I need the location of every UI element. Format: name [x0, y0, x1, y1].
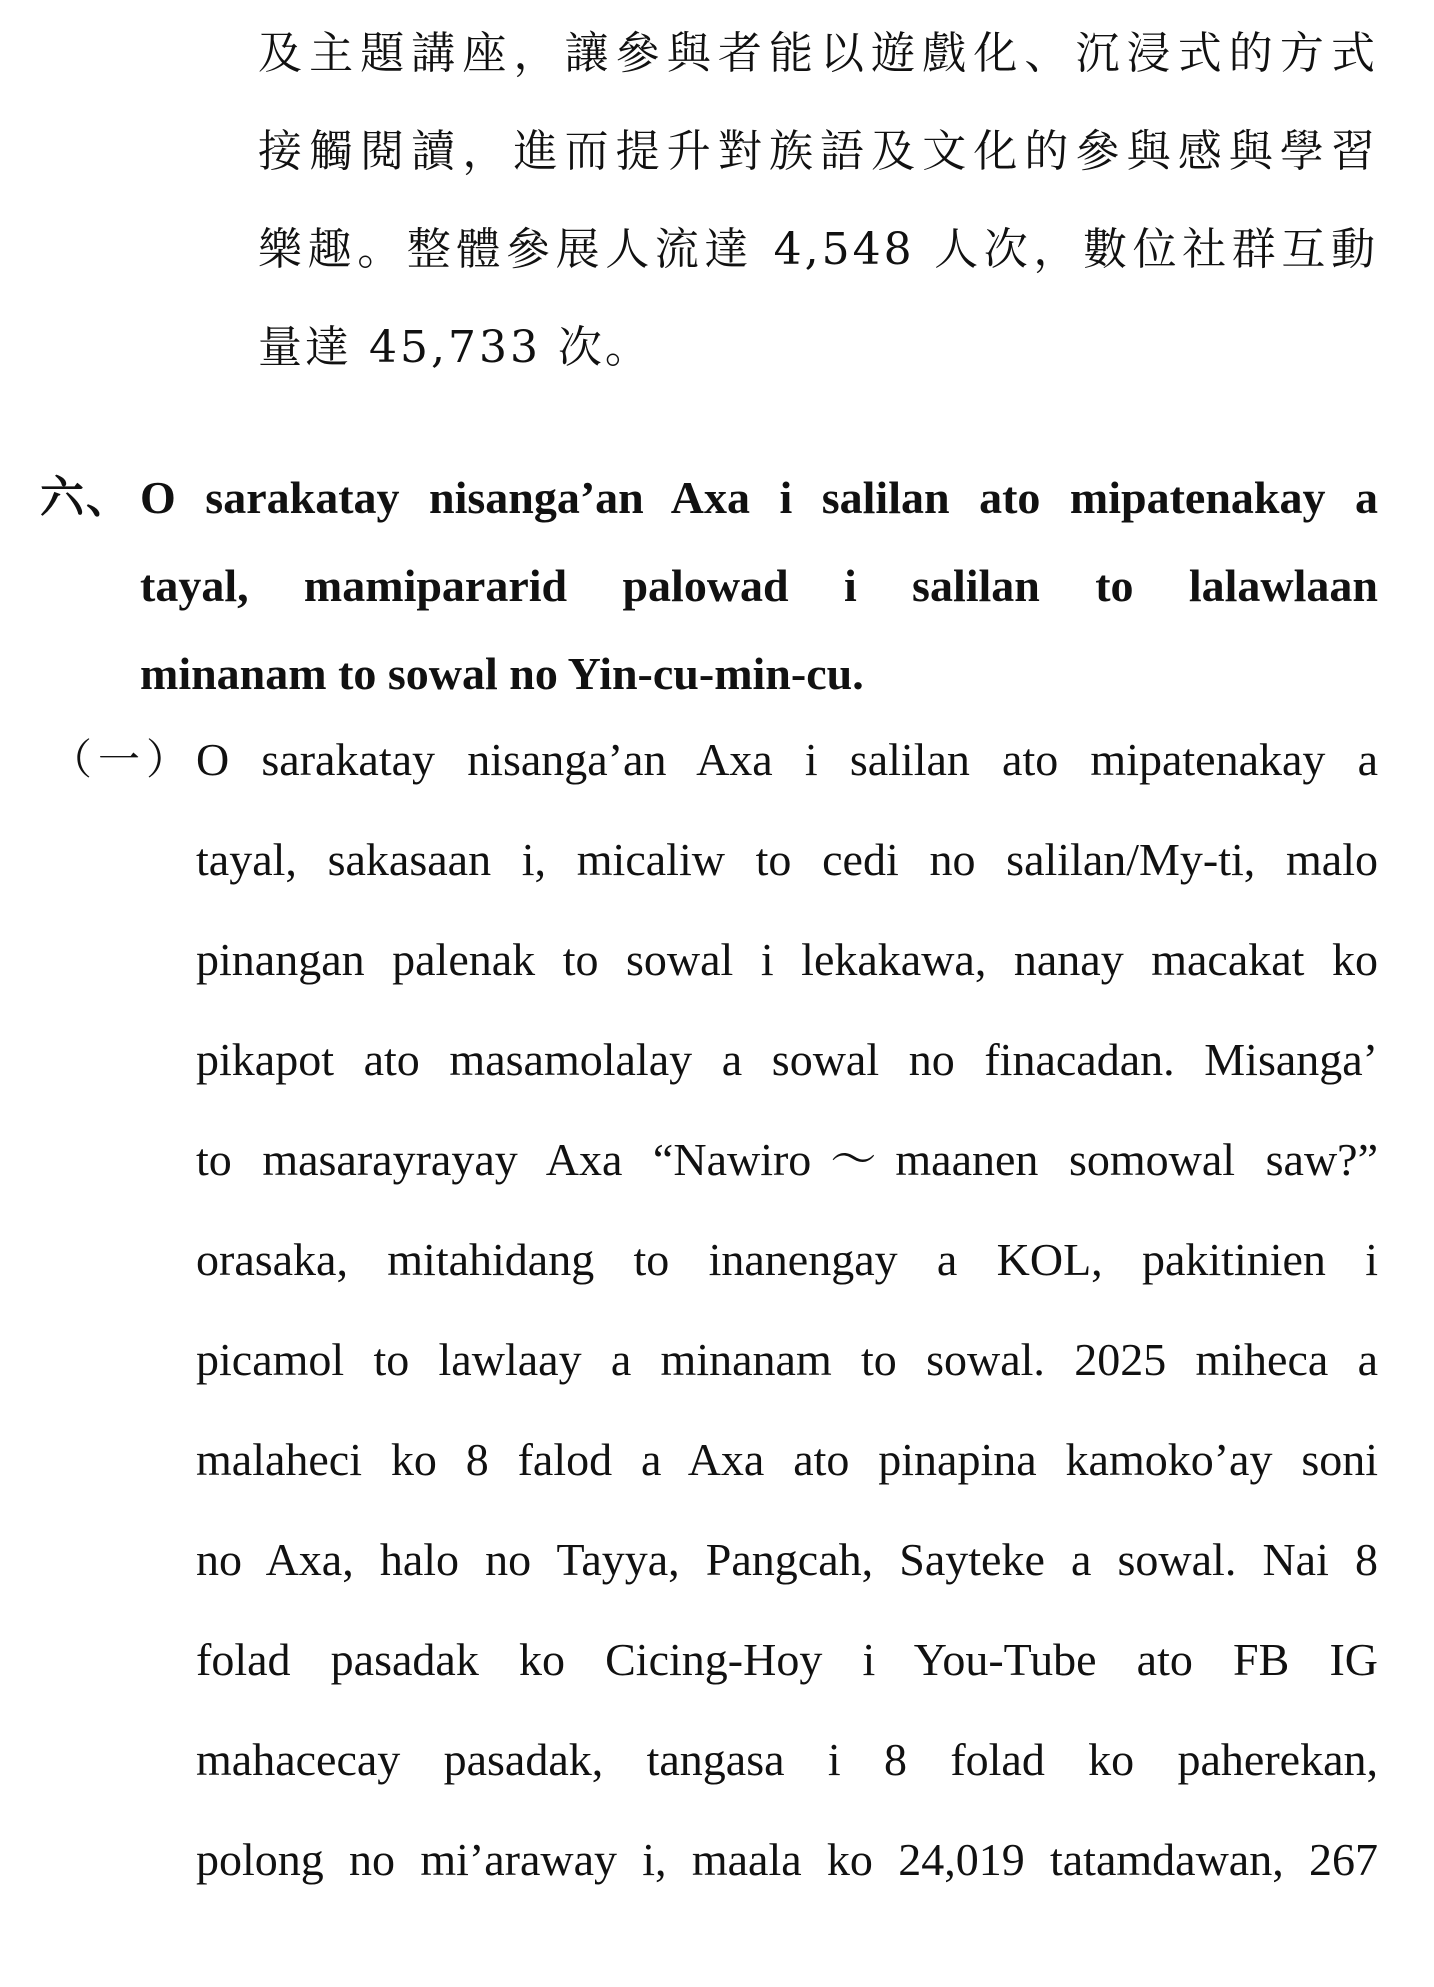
subsection-one-line-2: tayal, sakasaan i, micaliw to cedi no salilan/My-ti, malo: [196, 834, 1378, 885]
subsection-one-line-4: pikapot ato masamolalay a sowal no finacadan. Misanga’: [196, 1034, 1378, 1085]
subsection-one-line-7: picamol to lawlaay a minanam to sowal. 2025 miheca a: [196, 1334, 1378, 1385]
section-six-marker: 六、: [40, 472, 132, 523]
section-six-heading-line-3: minanam to sowal no Yin-cu-min-cu.: [140, 648, 864, 699]
subsection-one-marker: （一）: [50, 735, 195, 784]
intro-line-1: 及主題講座，讓參與者能以遊戲化、沉浸式的方式: [258, 28, 1378, 79]
section-six-heading-line-2: tayal, mamipararid palowad i salilan to lalawlaan: [140, 560, 1378, 611]
subsection-one-line-10: folad pasadak ko Cicing-Hoy i You-Tube ato FB IG: [196, 1634, 1378, 1685]
subsection-one-line-1: O sarakatay nisanga’an Axa i salilan ato mipatenakay a: [196, 734, 1378, 785]
intro-line-2: 接觸閱讀，進而提升對族語及文化的參與感與學習: [258, 126, 1378, 177]
subsection-one-line-6: orasaka, mitahidang to inanengay a KOL, pakitinien i: [196, 1234, 1378, 1285]
subsection-one-line-5: to masarayrayay Axa “Nawiro～maanen somowal saw?”: [196, 1134, 1378, 1185]
section-six-heading-line-1: O sarakatay nisanga’an Axa i salilan ato mipatenakay a: [140, 472, 1378, 523]
subsection-one-line-11: mahacecay pasadak, tangasa i 8 folad ko paherekan,: [196, 1734, 1378, 1785]
intro-line-3: 樂趣。整體參展人流達 4,548 人次，數位社群互動: [258, 224, 1378, 275]
subsection-one-line-12: polong no mi’araway i, maala ko 24,019 tatamdawan, 267: [196, 1834, 1378, 1885]
subsection-one-line-3: pinangan palenak to sowal i lekakawa, nanay macakat ko: [196, 934, 1378, 985]
intro-line-4: 量達 45,733 次。: [258, 322, 652, 373]
subsection-one-line-8: malaheci ko 8 falod a Axa ato pinapina kamoko’ay soni: [196, 1434, 1378, 1485]
subsection-one-line-9: no Axa, halo no Tayya, Pangcah, Sayteke a sowal. Nai 8: [196, 1534, 1378, 1585]
